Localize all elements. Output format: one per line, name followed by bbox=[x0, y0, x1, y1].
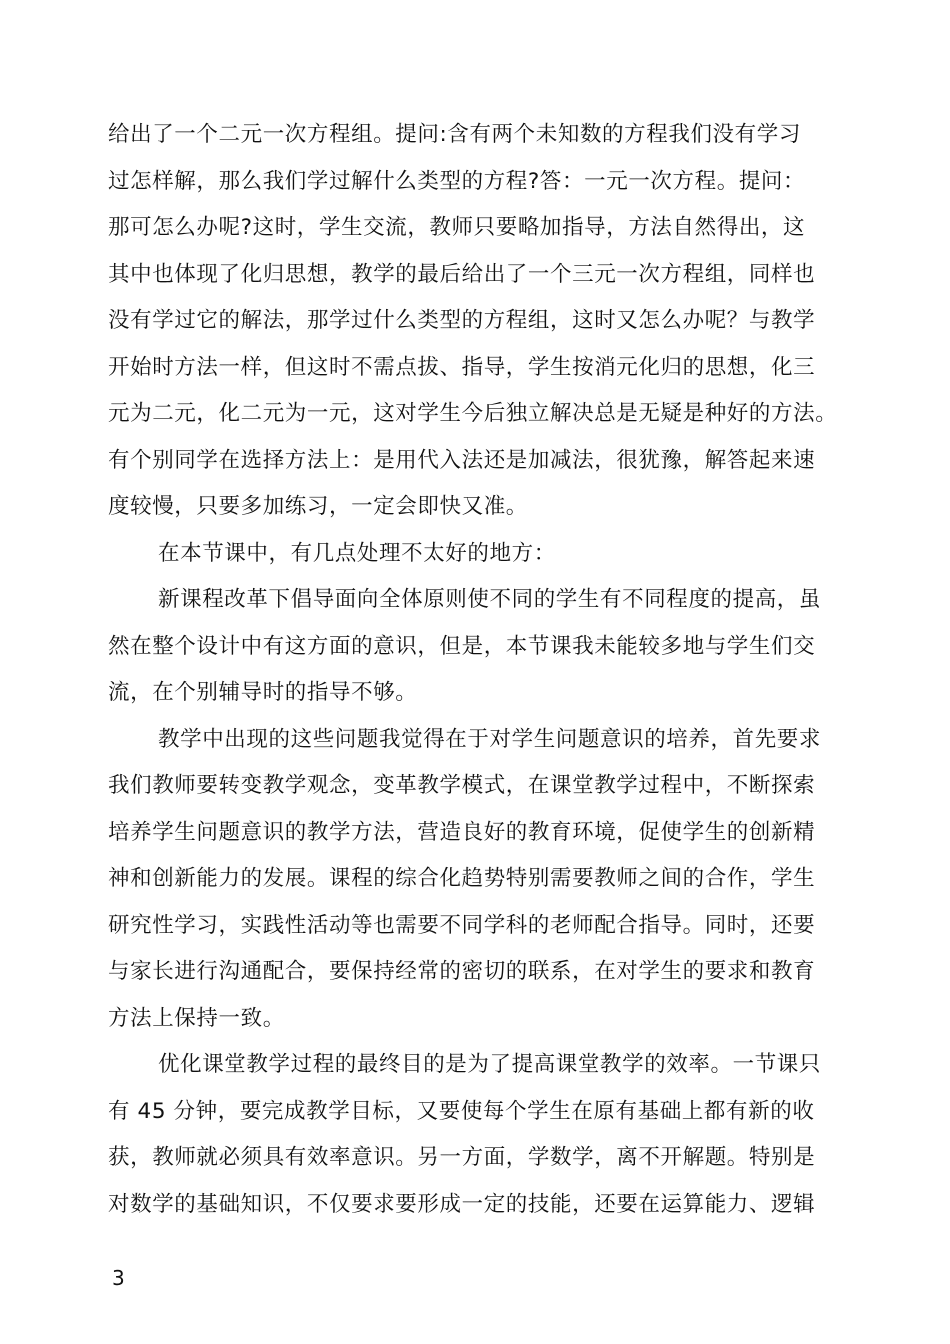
text-line: 与家长进行沟通配合，要保持经常的密切的联系，在对学生的要求和教育 bbox=[108, 959, 816, 984]
text-line: 方法上保持一致。 bbox=[108, 1005, 285, 1031]
text-line: 过怎样解，那么我们学过解什么类型的方程?答：一元一次方程。提问： bbox=[108, 168, 806, 194]
text-line: 开始时方法一样，但这时不需点拔、指导，学生按消元化归的思想，化三 bbox=[108, 354, 816, 380]
text-line: 有 45 分钟，要完成教学目标，又要使每个学生在原有基础上都有新的收 bbox=[108, 1098, 815, 1124]
text-line: 获，教师就必须具有效率意识。另一方面，学数学，离不开解题。特别是 bbox=[108, 1145, 816, 1170]
text-line: 研究性学习，实践性活动等也需要不同学科的老师配合指导。同时，还要 bbox=[108, 912, 816, 938]
paragraph-start-line: 教学中出现的这些问题我觉得在于对学生问题意识的培养，首先要求 bbox=[158, 726, 822, 752]
text-line: 那可怎么办呢?这时，学生交流，教师只要略加指导，方法自然得出，这 bbox=[108, 215, 806, 240]
paragraph-start-line: 新课程改革下倡导面向全体原则使不同的学生有不同程度的提高，虽 bbox=[158, 587, 822, 612]
text-line: 然在整个设计中有这方面的意识，但是，本节课我未能较多地与学生们交 bbox=[108, 633, 816, 659]
text-line: 我们教师要转变教学观念，变革教学模式，在课堂教学过程中，不断探索 bbox=[108, 773, 816, 798]
page-number: 3 bbox=[112, 1266, 125, 1290]
paragraph-start-line: 在本节课中，有几点处理不太好的地方： bbox=[158, 540, 556, 566]
text-line: 对数学的基础知识，不仅要求要形成一定的技能，还要在运算能力、逻辑 bbox=[108, 1191, 816, 1217]
text-line: 流，在个别辅导时的指导不够。 bbox=[108, 680, 418, 705]
text-line: 度较慢，只要多加练习，一定会即快又准。 bbox=[108, 494, 528, 519]
text-line: 培养学生问题意识的教学方法，营造良好的教育环境，促使学生的创新精 bbox=[108, 819, 816, 845]
text-line: 神和创新能力的发展。课程的综合化趋势特别需要教师之间的合作，学生 bbox=[108, 866, 816, 891]
text-line: 给出了一个二元一次方程组。提问:含有两个未知数的方程我们没有学习 bbox=[108, 122, 801, 147]
document-body bbox=[108, 112, 838, 1228]
text-line: 其中也体现了化归思想，教学的最后给出了一个三元一次方程组，同样也 bbox=[108, 261, 816, 287]
text-line: 没有学过它的解法，那学过什么类型的方程组，这时又怎么办呢？与教学 bbox=[108, 308, 816, 333]
paragraph-start-line: 优化课堂教学过程的最终目的是为了提高课堂教学的效率。一节课只 bbox=[158, 1052, 822, 1077]
text-line: 元为二元，化二元为一元，这对学生今后独立解决总是无疑是种好的方法。 bbox=[108, 401, 838, 426]
text-line: 有个别同学在选择方法上：是用代入法还是加减法，很犹豫，解答起来速 bbox=[108, 447, 816, 473]
